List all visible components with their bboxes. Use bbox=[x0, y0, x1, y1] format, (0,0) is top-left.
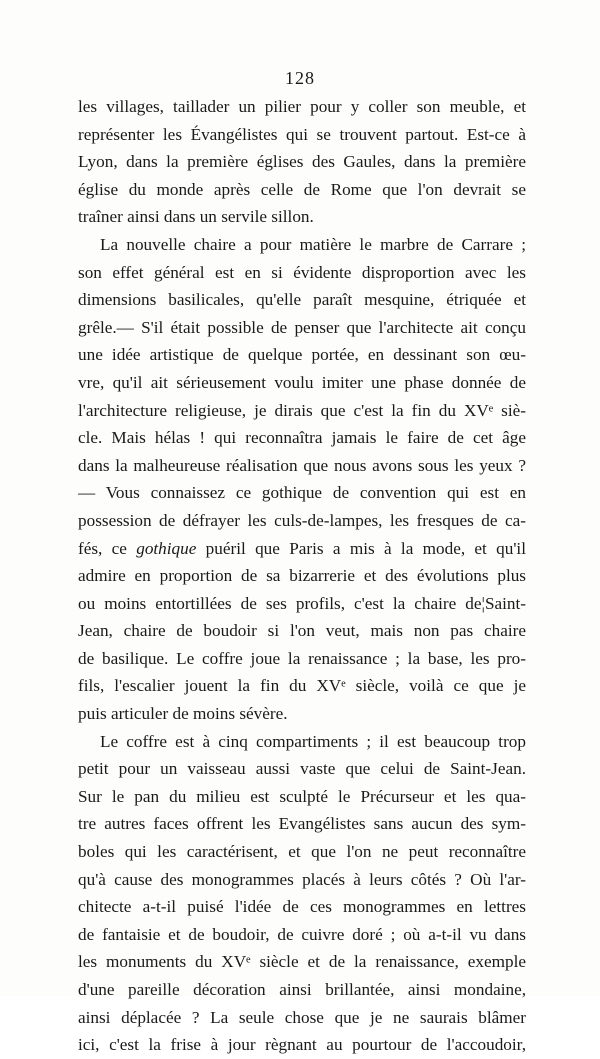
text-line: son effet général est en si évidente disproportion avec les bbox=[78, 262, 526, 282]
text-line: tre autres faces offrent les Evangélistes sans aucun des sym- bbox=[78, 814, 526, 834]
text-line: fils, l'escalier jouent la fin du XVᵉ siècle, voilà ce que je bbox=[78, 676, 526, 696]
text-line: Jean, chaire de boudoir si l'on veut, mais non pas chaire bbox=[78, 621, 526, 641]
text-line: qu'à cause des monogrammes placés à leurs côtés ? Où l'ar- bbox=[78, 869, 526, 889]
text-line: une idée artistique de quelque portée, en dessinant son œu- bbox=[78, 345, 526, 365]
text-line: grêle.— S'il était possible de penser que l'architecte ait conçu bbox=[78, 317, 526, 337]
text-line: admire en proportion de sa bizarrerie et des évolutions plus bbox=[78, 566, 526, 586]
page-number: 128 bbox=[285, 68, 315, 88]
text-line: boles qui les caractérisent, et que l'on ne peut reconnaître bbox=[78, 842, 526, 862]
text-line: les villages, taillader un pilier pour y coller son meuble, et bbox=[78, 97, 526, 116]
text-line: petit pour un vaisseau aussi vaste que celui de Saint-Jean. bbox=[78, 759, 526, 779]
italic-word: gothique bbox=[136, 538, 197, 558]
text-line: — Vous connaissez ce gothique de convention qui est en bbox=[78, 483, 526, 503]
text-line: de basilique. Le coffre joue la renaissance ; la base, les pro- bbox=[78, 648, 526, 668]
body-text bbox=[78, 93, 526, 1059]
text-line: ainsi déplacée ? La seule chose que je ne saurais blâmer bbox=[78, 1007, 526, 1027]
text-line: puis articuler de moins sévère. bbox=[78, 704, 288, 724]
text-line: Lyon, dans la première églises des Gaules, dans la première bbox=[78, 152, 526, 172]
text-line: vre, qu'il ait sérieusement voulu imiter une phase donnée de bbox=[78, 372, 526, 392]
text-line: chitecte a-t-il puisé l'idée de ces monogrammes en lettres bbox=[78, 897, 526, 917]
text-line: les monuments du XVᵉ siècle et de la renaissance, exemple bbox=[78, 952, 526, 972]
text-line: église du monde après celle de Rome que l'on devrait se bbox=[78, 179, 526, 199]
text-line: dimensions basilicales, qu'elle paraît mesquine, étriquée et bbox=[78, 290, 526, 310]
text-line: l'architecture religieuse, je dirais que c'est la fin du XVᵉ siè- bbox=[78, 400, 526, 420]
text-segment: fés, ce bbox=[78, 538, 137, 558]
text-line: La nouvelle chaire a pour matière le marbre de Carrare ; bbox=[100, 234, 526, 254]
text-line: traîner ainsi dans un servile sillon. bbox=[78, 207, 314, 227]
text-line: ou moins entortillées de ses profils, c'est la chaire de¦Saint- bbox=[78, 593, 526, 613]
text-line: d'une pareille décoration ainsi brillantée, ainsi mondaine, bbox=[78, 980, 526, 999]
text-line: dans la malheureuse réalisation que nous avons sous les yeux ? bbox=[78, 455, 526, 475]
text-line: Sur le pan du milieu est sculpté le Précurseur et les qua- bbox=[78, 786, 526, 806]
text-line: de fantaisie et de boudoir, de cuivre doré ; où a-t-il vu dans bbox=[78, 924, 526, 944]
text-line bbox=[78, 535, 526, 563]
text-line: représenter les Évangélistes qui se trouvent partout. Est-ce à bbox=[78, 124, 526, 144]
text-line: possession de défrayer les culs-de-lampes, les fresques de ca- bbox=[78, 510, 526, 530]
text-line: cle. Mais hélas ! qui reconnaîtra jamais le faire de cet âge bbox=[78, 428, 526, 448]
text-line: ici, c'est la frise à jour règnant au pourtour de l'accoudoir, bbox=[78, 1035, 526, 1055]
text-line: Le coffre est à cinq compartiments ; il est beaucoup trop bbox=[100, 731, 526, 751]
text-segment: puéril que Paris a mis à la mode, et qu'il bbox=[196, 538, 526, 558]
